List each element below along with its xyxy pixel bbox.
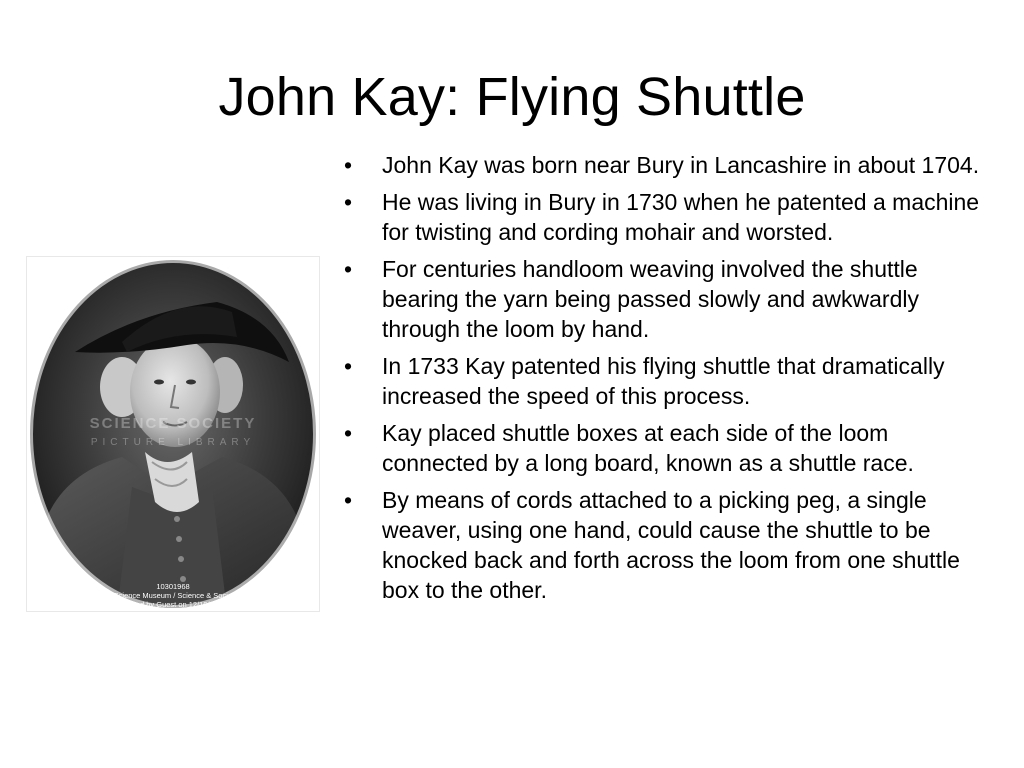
bullet-item bbox=[344, 351, 984, 411]
bullet-item bbox=[344, 418, 984, 478]
bullet-icon: • bbox=[344, 420, 353, 446]
bullet-item bbox=[344, 485, 984, 605]
bullet-icon: • bbox=[344, 189, 353, 215]
bullet-text: John Kay was born near Bury in Lancashire in about 1704. bbox=[382, 152, 980, 178]
bullet-text: He was living in Bury in 1730 when he patented a machine for twisting and cording mohair and worsted. bbox=[382, 189, 980, 245]
portrait-illustration bbox=[27, 257, 319, 611]
portrait-caption-viewed: Viewed by Guest on 12/19/2007 bbox=[119, 600, 227, 609]
bullet-icon: • bbox=[344, 152, 353, 178]
bullet-text: By means of cords attached to a picking peg, a single weaver, using one hand, could cause the shuttle to be knocked back and forth across the loom from one shuttle box to the other. bbox=[382, 487, 960, 603]
bullet-item bbox=[344, 150, 984, 180]
bullet-icon: • bbox=[344, 353, 353, 379]
bullet-item bbox=[344, 187, 984, 247]
portrait-caption-credit: ©Science Museum / Science & Society bbox=[108, 591, 238, 600]
bullet-icon: • bbox=[344, 487, 353, 513]
bullet-text: In 1733 Kay patented his flying shuttle that dramatically increased the speed of this process. bbox=[382, 353, 945, 409]
portrait-watermark-sub: PICTURE LIBRARY bbox=[90, 437, 256, 448]
bullet-icon: • bbox=[344, 256, 353, 282]
bullet-text: Kay placed shuttle boxes at each side of the loom connected by a long board, known as a shuttle race. bbox=[382, 420, 914, 476]
portrait-image bbox=[26, 256, 320, 612]
bullet-list bbox=[344, 150, 984, 612]
portrait-watermark: SCIENCE SOCIETY bbox=[89, 415, 257, 432]
bullet-text: For centuries handloom weaving involved the shuttle bearing the yarn being passed slowly and awkwardly through the loom by hand. bbox=[382, 256, 919, 342]
bullet-item bbox=[344, 254, 984, 344]
slide-title: John Kay: Flying Shuttle bbox=[218, 67, 806, 127]
portrait-caption-id: 10301968 bbox=[156, 582, 190, 591]
